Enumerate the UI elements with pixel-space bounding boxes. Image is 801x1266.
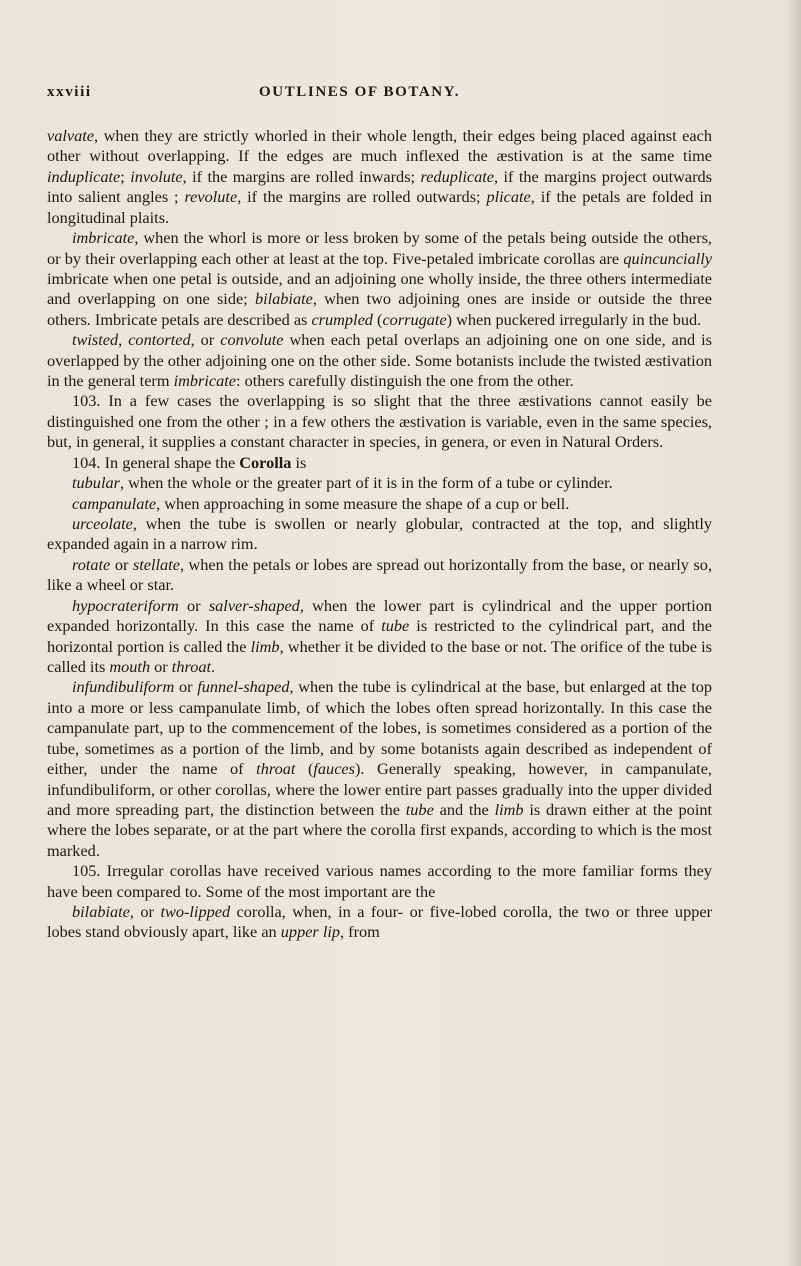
paragraph-campanulate: campanulate, when approaching in some measure the shape of a cup or bell. xyxy=(72,493,570,513)
paragraph-104: 104. In general shape the Corolla is xyxy=(72,452,307,472)
paragraph-imbricate: imbricate, when the whorl is more or less broken by some of the petals being outside the others, or by their overlapping each other at least at the top. Five-petaled imbricate corollas are quincuncially imbricate when one petal is outside, and an adjoining one wholly inside, the three others intermediate and overlapping on one side; bilabiate, when two adjoining ones are inside or outside the three others. Imbricate petals are described as crumpled (corrugate) when puckered irregularly in the bud. xyxy=(47,228,712,329)
paragraph-urceolate: urceolate, when the tube is swollen or nearly globular, contracted at the top, and slightly expanded again in a narrow rim. xyxy=(47,514,712,554)
running-header xyxy=(47,84,712,108)
paragraph-tubular: tubular, when the whole or the greater part of it is in the form of a tube or cylinder. xyxy=(72,473,613,493)
paragraph-105: 105. Irregular corollas have received various names according to the more familiar forms they have been compared to. Some of the most important are the xyxy=(47,861,712,901)
paragraph-valvate: valvate, when they are strictly whorled in their whole length, their edges being placed against each other without overlapping. If the edges are much inflexed the æstivation is at the same time induplicate; involute, if the margins are rolled inwards; reduplicate, if the margins project outwards into salient angles ; revolute, if the margins are rolled outwards; plicate, if the petals are folded in longitudinal plaits. xyxy=(47,126,713,227)
body-text xyxy=(47,126,712,943)
paragraph-bilabiate: bilabiate, or two-lipped corolla, when, in a four- or five-lobed corolla, the two or three upper lobes stand obviously apart, like an upper lip, from xyxy=(47,902,713,942)
paragraph-rotate: rotate or stellate, when the petals or lobes are spread out horizontally from the base, or nearly so, like a wheel or star. xyxy=(47,554,713,595)
page-edge-shadow xyxy=(787,0,801,1266)
paragraph-twisted: twisted, contorted, or convolute when each petal overlaps an adjoining one on one side, and is overlapped by the other adjoining one on the other side. Some botanists include the twisted æstivation in the general term imbricate: others carefully distinguish the one from the other. xyxy=(47,330,713,391)
paragraph-hypocrateriform: hypocrateriform or salver-shaped, when the lower part is cylindrical and the upper portion expanded horizontally. In this case the name of tube is restricted to the cylindrical part, and the horizontal portion is called the limb, whether it be divided to the base or not. The orifice of the tube is called its mouth or throat. xyxy=(47,595,713,676)
page-number: xxviii xyxy=(47,84,92,100)
paragraph-103: 103. In a few cases the overlapping is so slight that the three æstivations cannot easily be distinguished one from the other ; in a few others the æstivation is variable, even in the same species, but, in general, it supplies a constant character in species, in genera, or even in Natural Orders. xyxy=(47,391,712,452)
running-title: OUTLINES OF BOTANY. xyxy=(259,84,461,100)
paragraph-infundibuliform: infundibuliform or funnel-shaped, when the tube is cylindrical at the base, but enlarged at the top into a more or less campanulate limb, of which the lobes often spread horizontally. In this case the campanulate part, up to the commencement of the lobes, is sometimes considered as a portion of the tube, sometimes as a portion of the limb, and by some botanists again described as independent of either, under the name of throat (fauces). Generally speaking, however, in campanulate, infundibuliform, or other corollas, where the lower entire part passes gradually into the upper divided and more spreading part, the distinction between the tube and the limb is drawn either at the point where the lobes separate, or at the part where the corolla first expands, according to which is the most marked. xyxy=(47,677,713,860)
